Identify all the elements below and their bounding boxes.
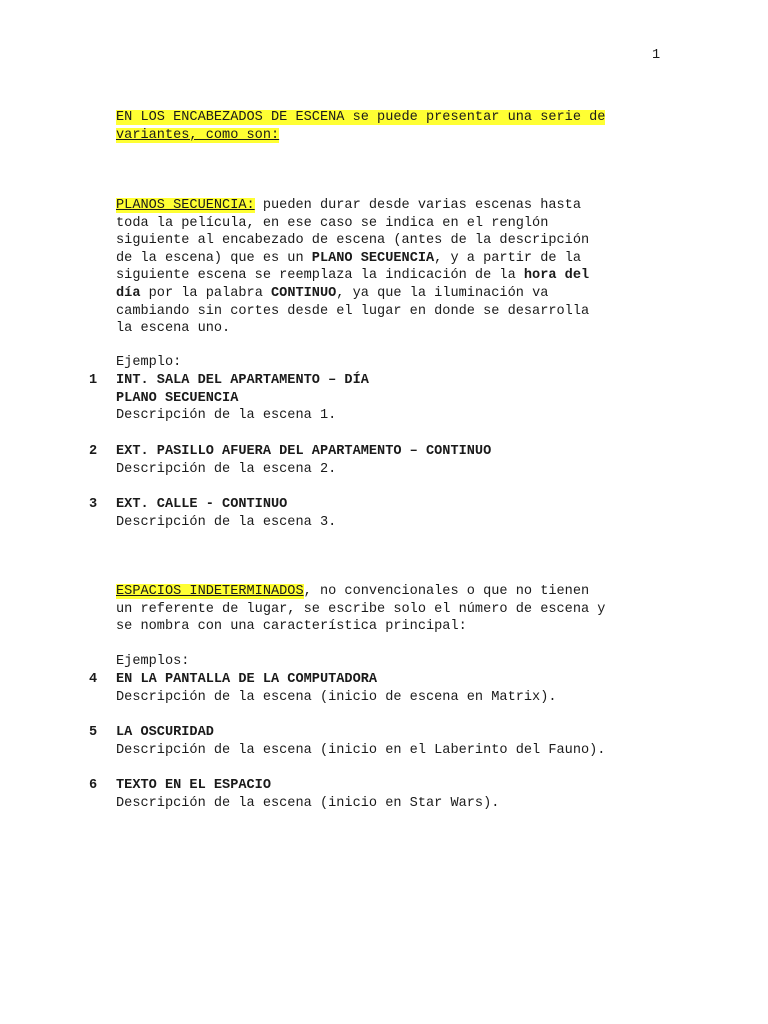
scene-heading: EXT. PASILLO AFUERA DEL APARTAMENTO – CONTINUO bbox=[116, 444, 492, 459]
example-label: Ejemplo: bbox=[116, 355, 182, 370]
scene-number: 2 bbox=[89, 444, 98, 459]
scene-number: 4 bbox=[89, 672, 98, 687]
planos-text: , y a partir de la bbox=[434, 250, 582, 266]
planos-paragraph bbox=[116, 197, 676, 338]
planos-line: la escena uno. bbox=[116, 321, 231, 337]
planos-text: , ya que la iluminación va bbox=[336, 285, 549, 301]
scene-description: Descripción de la escena 2. bbox=[116, 461, 337, 477]
scene-number: 3 bbox=[89, 497, 98, 512]
scene-description: Descripción de la escena 3. bbox=[116, 514, 337, 530]
continuo-term: CONTINUO bbox=[271, 285, 337, 301]
scene-number: 5 bbox=[89, 725, 98, 740]
scene-number: 6 bbox=[89, 778, 98, 793]
espacios-heading: ESPACIOS INDETERMINADOS bbox=[116, 584, 304, 599]
espacios-line: se nombra con una característica principal: bbox=[116, 619, 467, 635]
hora-del-term: hora del bbox=[523, 268, 590, 284]
espacios-line: un referente de lugar, se escribe solo el número de escena y bbox=[116, 601, 606, 617]
scene-extra: PLANO SECUENCIA bbox=[116, 390, 239, 406]
intro-line-2: variantes, como son: bbox=[116, 127, 280, 143]
intro-paragraph bbox=[116, 109, 676, 144]
dia-term: día bbox=[116, 285, 141, 301]
planos-text: pueden durar desde varias escenas hasta bbox=[254, 198, 581, 213]
scene-heading: EXT. CALLE - CONTINUO bbox=[116, 497, 288, 512]
example-label: Ejemplos: bbox=[116, 654, 190, 669]
planos-text: siguiente escena se reemplaza la indicación de la bbox=[116, 268, 524, 284]
scene-heading: INT. SALA DEL APARTAMENTO – DÍA bbox=[116, 373, 369, 388]
scene-description: Descripción de la escena 1. bbox=[116, 408, 337, 424]
page-number: 1 bbox=[652, 48, 661, 63]
espacios-text: , no convencionales o que no tienen bbox=[303, 584, 590, 599]
scene-description: Descripción de la escena (inicio en el Laberinto del Fauno). bbox=[116, 742, 606, 758]
planos-line: siguiente al encabezado de escena (antes de la descripción bbox=[116, 233, 590, 249]
espacios-paragraph bbox=[116, 583, 676, 636]
planos-text: por la palabra bbox=[140, 285, 272, 301]
intro-line-1: EN LOS ENCABEZADOS DE ESCENA se puede presentar una serie de bbox=[116, 110, 606, 125]
scene-number: 1 bbox=[89, 373, 98, 388]
planos-heading: PLANOS SECUENCIA: bbox=[116, 198, 255, 213]
scene-description: Descripción de la escena (inicio de escena en Matrix). bbox=[116, 689, 557, 705]
scene-heading: LA OSCURIDAD bbox=[116, 725, 214, 740]
planos-line: toda la película, en ese caso se indica en el renglón bbox=[116, 215, 549, 231]
planos-line: cambiando sin cortes desde el lugar en donde se desarrolla bbox=[116, 303, 590, 319]
scene-heading: TEXTO EN EL ESPACIO bbox=[116, 778, 271, 793]
scene-description: Descripción de la escena (inicio en Star Wars). bbox=[116, 795, 500, 811]
planos-text: de la escena) que es un bbox=[116, 250, 312, 266]
plano-secuencia-term: PLANO SECUENCIA bbox=[311, 250, 435, 266]
scene-heading: EN LA PANTALLA DE LA COMPUTADORA bbox=[116, 672, 378, 687]
